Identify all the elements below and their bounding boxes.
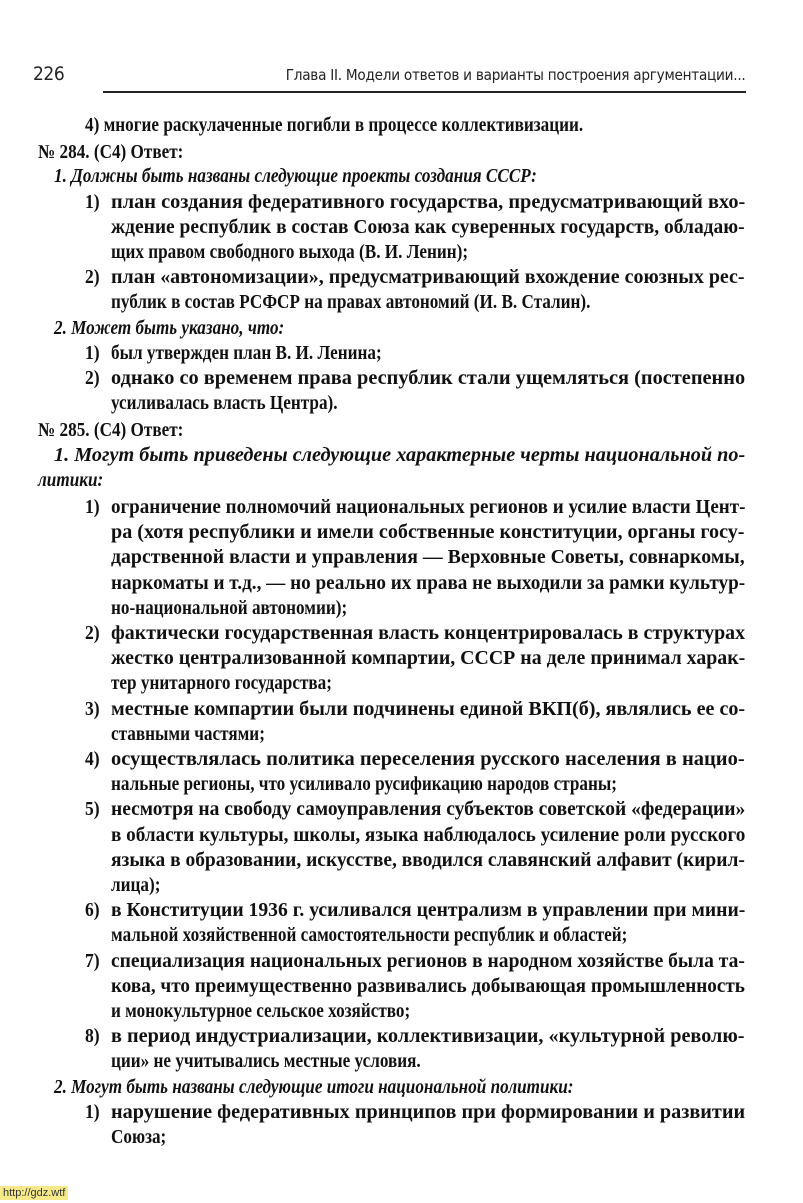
- list-item-text: в период индустриализации, коллективизации, «культурной револю-: [111, 1026, 745, 1048]
- list-number: 2): [85, 267, 100, 289]
- list-item-text: местные компартии были подчинены единой ВКП(б), являлись ее со-: [111, 698, 746, 720]
- list-item-text: осуществлялась политика переселения русского населения в нацио-: [111, 749, 745, 770]
- running-header: Глава II. Модели ответов и варианты построения аргументации...: [285, 66, 745, 84]
- list-item-text: дарственной власти и управления — Верховные Советы, совнаркомы,: [111, 547, 745, 569]
- intro-list-item: 4) многие раскулаченные погибли в процессе коллективизации.: [85, 115, 584, 136]
- list-item-text: в области культуры, школы, языка наблюдалось усиление роли русского: [111, 824, 746, 846]
- section-title: 2. Может быть указано, что:: [54, 317, 285, 339]
- list-number: 1): [85, 497, 100, 518]
- list-item-text: кова, что преимущественно развивались добывающая промышленность: [111, 975, 745, 997]
- list-item-text: языка в образовании, искусстве, вводился славянский алфавит (кирил-: [111, 849, 745, 871]
- list-number: 3): [85, 698, 100, 720]
- list-item-text: Союза;: [111, 1127, 167, 1148]
- list-item-text: ограничение полномочий национальных регионов и усилие власти Цент-: [111, 497, 746, 518]
- list-item-text: наркоматы и т.д., — но реально их права не выходили за рамки культур-: [111, 572, 746, 594]
- list-item-text: тер унитарного государства;: [111, 673, 332, 695]
- list-item-text: в Конституции 1936 г. усиливался централизм в управлении при мини-: [111, 900, 746, 922]
- list-item-text: ра (хотя республики и имели собственные конституции, органы госу-: [111, 522, 745, 544]
- list-number: 4): [85, 749, 100, 770]
- section-title: 1. Должны быть названы следующие проекты создания СССР:: [54, 166, 537, 188]
- list-item-text: мальной хозяйственной самостоятельности республик и областей;: [111, 925, 628, 947]
- list-number: 2): [85, 368, 100, 389]
- list-item-text: нарушение федеративных принципов при формировании и развитии: [111, 1101, 746, 1123]
- list-number: 1): [85, 342, 100, 364]
- section-title: литики:: [38, 469, 104, 491]
- watermark-link[interactable]: http://gdz.wtf: [0, 1186, 68, 1200]
- list-item-text: ции» не учитывались местные условия.: [111, 1051, 421, 1073]
- list-item-text: публик в состав РСФСР на правах автономий (И. В. Сталин).: [111, 292, 591, 314]
- list-item-text: фактически государственная власть концентрировалась в структурах: [111, 623, 746, 644]
- list-item-text: щих правом свободного выхода (В. И. Ленин);: [111, 242, 469, 263]
- question-heading-285: № 285. (С4) Ответ:: [38, 420, 184, 442]
- list-item-text: специализация национальных регионов в народном хозяйстве была та-: [111, 950, 745, 972]
- list-number: 5): [85, 799, 100, 821]
- list-item-text: лица);: [111, 875, 161, 896]
- list-item-text: был утвержден план В. И. Ленина;: [111, 342, 382, 364]
- list-item-text: однако со временем права республик стали ущемляться (постепенно: [111, 368, 746, 389]
- list-number: 7): [85, 950, 100, 972]
- list-number: 2): [85, 623, 100, 644]
- list-item-text: ждение республик в состав Союза как суверенных государств, обладаю-: [111, 216, 745, 238]
- list-item-text: несмотря на свободу самоуправления субъектов советской «федерации»: [111, 799, 746, 821]
- list-item-text: план «автономизации», предусматривающий вхождение союзных рес-: [111, 267, 745, 289]
- list-number: 6): [85, 900, 100, 922]
- list-item-text: нальные регионы, что усиливало русификацию народов страны;: [111, 774, 617, 796]
- list-item-text: но-национальной автономии);: [111, 597, 348, 619]
- page-number: 226: [33, 63, 65, 85]
- list-item-text: план создания федеративного государства, предусматривающий вхо-: [111, 191, 746, 213]
- header-rule: [103, 91, 746, 93]
- section-title: 2. Могут быть названы следующие итоги национальной политики:: [54, 1076, 574, 1098]
- list-item-text: жестко централизованной компартии, СССР на деле принимал харак-: [111, 648, 746, 670]
- list-number: 1): [85, 1101, 100, 1123]
- list-number: 8): [85, 1026, 100, 1048]
- list-item-text: ставными частями;: [111, 723, 265, 745]
- list-item-text: усиливалась власть Центра).: [111, 393, 338, 415]
- list-number: 1): [85, 191, 100, 213]
- list-item-text: и монокультурное сельское хозяйство;: [111, 1001, 411, 1022]
- section-title: 1. Могут быть приведены следующие характерные черты национальной по-: [54, 444, 746, 466]
- question-heading-284: № 284. (С4) Ответ:: [38, 142, 184, 164]
